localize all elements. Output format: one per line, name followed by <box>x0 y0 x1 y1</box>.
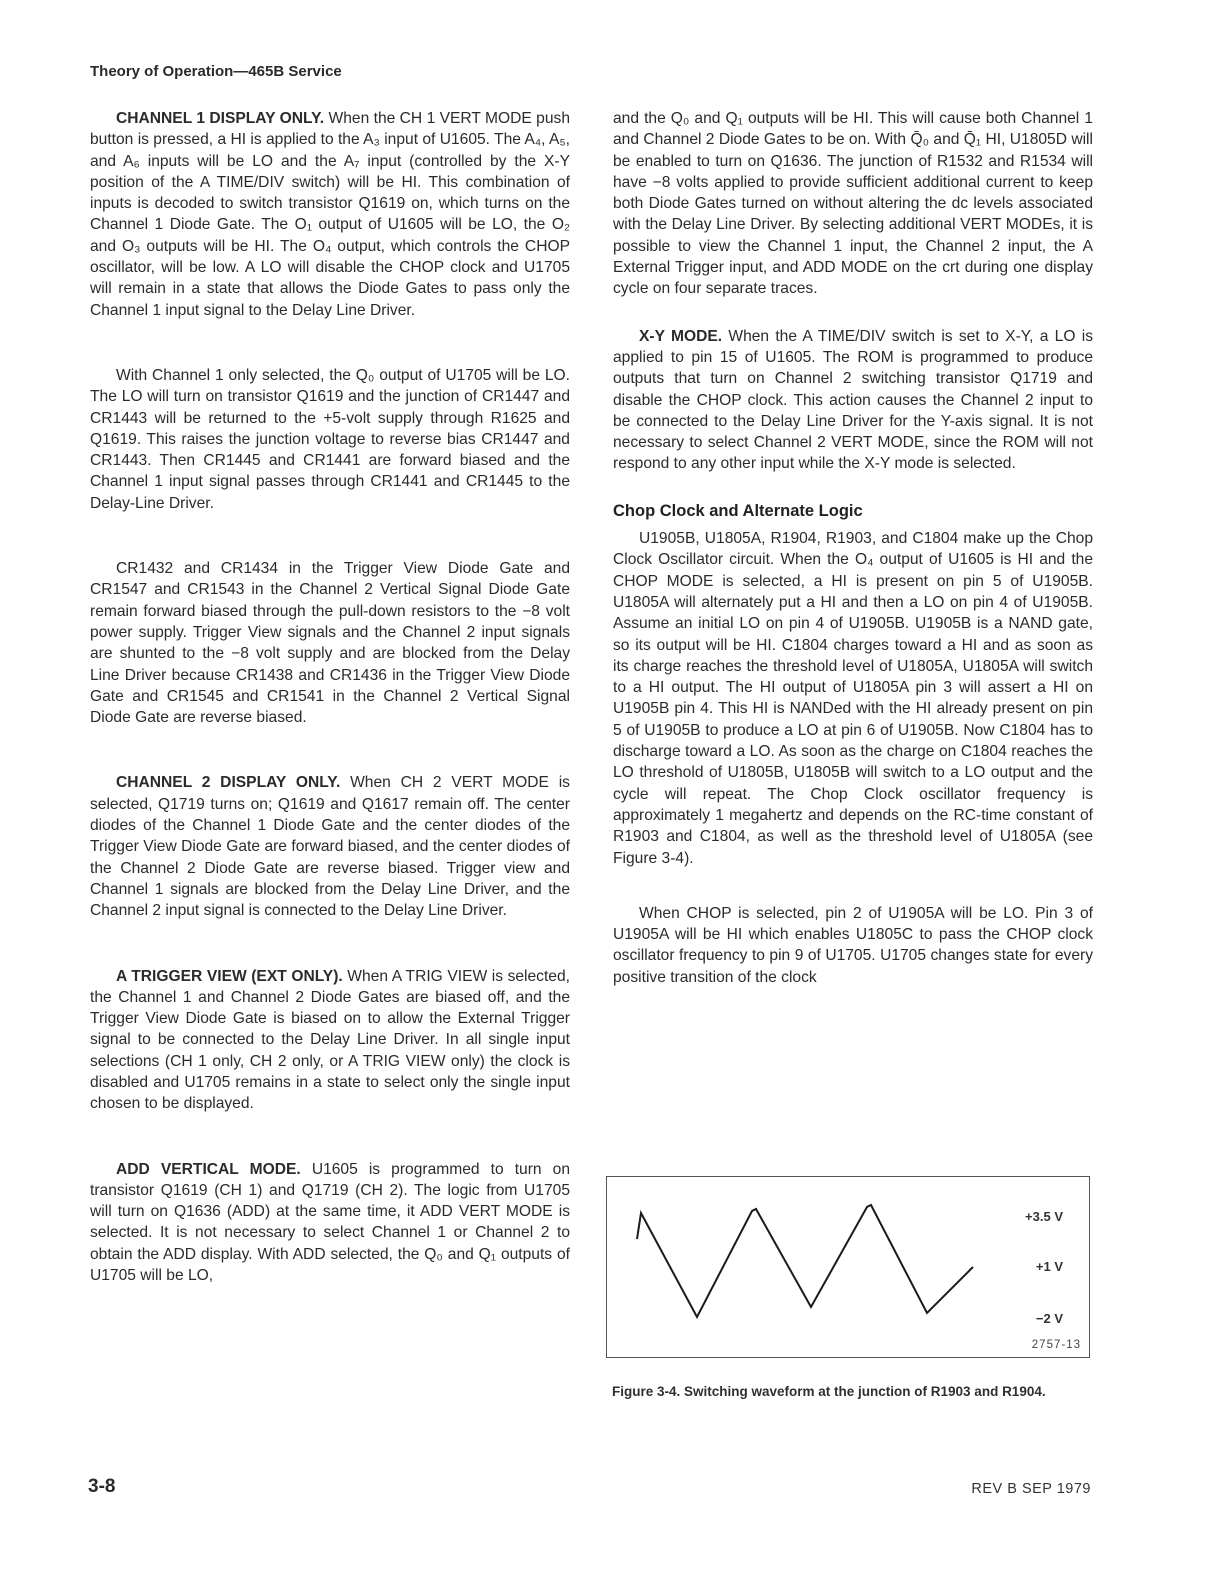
paragraph-channel-2-display <box>90 772 570 921</box>
paragraph-text: U1905B, U1805A, R1904, R1903, and C1804 make up the Chop Clock Oscillator circuit. When the O₄ output of U1605 is HI and the CHOP MODE is selected, a HI is present on pin 5 of U1905B. U1805A will alternately put a HI and then a LO on pin 4 of U1905B. Assume an initial LO on pin 4 of U1905B. U1905B is a NAND gate, so its output will be HI. C1804 charges toward a HI and as soon as its charge reaches the threshold level of U1805A, U1805A will switch to a HI output. The HI output of U1805A pin 3 will assert a HI on U1905B pin 4. This HI is NANDed with the HI already present on pin 5 of U1905B to produce a LO at pin 6 of U1905B. Now C1804 has to discharge toward a LO. As soon as the charge on C1804 reaches the LO threshold of U1805B, U1805B will switch to a LO output and the cycle will repeat. The Chop Clock oscillator frequency is approximately 1 megahertz and depends on the RC-time constant of R1903 and C1804, as well as the threshold level of U1805A (see Figure 3-4). <box>613 530 1093 867</box>
section-heading: Chop Clock and Alternate Logic <box>613 501 863 520</box>
paragraph-heading: CHANNEL 1 DISPLAY ONLY. <box>116 110 325 127</box>
waveform-trace <box>637 1205 973 1317</box>
page-number: 3-8 <box>88 1476 116 1497</box>
paragraph-text: With Channel 1 only selected, the Q₀ output of U1705 will be LO. The LO will turn on transistor Q1619 and the junction of CR1447 and CR1443 will be returned to the +5-volt supply through R1625 and Q1619. This raises the junction voltage to reverse bias CR1447 and CR1443. Then CR1445 and CR1441 are forward biased and the Channel 1 input signal passes through CR1441 and CR1445 to the Delay-Line Driver. <box>90 366 570 512</box>
paragraph-channel-1-display <box>90 108 570 321</box>
paragraph-heading: CHANNEL 2 DISPLAY ONLY. <box>116 774 341 792</box>
right-column <box>613 108 1093 1009</box>
paragraph-heading: ADD VERTICAL MODE. <box>116 1160 301 1178</box>
paragraph-add-vertical-mode <box>90 1159 570 1287</box>
paragraph-chop-clock <box>613 528 1093 869</box>
paragraph-x-y-mode <box>613 326 1093 475</box>
figure-switching-waveform <box>606 1176 1090 1358</box>
paragraph-text: U1605 is programmed to turn on transistor Q1619 (CH 1) and Q1719 (CH 2). The logic from U1705 will turn on Q1636 (ADD) at the same time, it ADD VERT MODE is selected. It is not necessary to select Channel 1 or Channel 2 to obtain the ADD display. With ADD selected, the Q₀ and Q₁ outputs of U1705 will be LO, <box>90 1160 570 1285</box>
paragraph-text: When the CH 1 VERT MODE push button is pressed, a HI is applied to the A₃ input of U1605. The A₄, A₅, and A₆ inputs will be LO and the A₇ input (controlled by the X-Y position of the A TIME/DIV switch) will be HI. This combination of inputs is decoded to switch transistor Q1619 on, which turns on the Channel 1 Diode Gate. The O₁ output of U1605 will be LO, the O₂ and O₃ outputs will be HI. The O₄ output, which controls the CHOP oscillator, will be low. A LO will disable the CHOP clock and U1705 will remain in a state that allows the Diode Gates to pass only the Channel 1 input signal to the Delay Line Driver. <box>90 110 570 319</box>
figure-caption: Figure 3-4. Switching waveform at the junction of R1903 and R1904. <box>612 1384 1046 1399</box>
paragraph-text: When CH 2 VERT MODE is selected, Q1719 turns on; Q1619 and Q1617 remain off. The center diodes of the Channel 1 Diode Gate and the center diodes of the Trigger View Diode Gate are forward biased, and the center diodes of the Channel 2 Diode Gate are reverse biased. Trigger view and Channel 1 signals are blocked from the Delay Line Driver, and the Channel 2 input signal is connected to the Delay Line Driver. <box>90 774 570 920</box>
waveform-diagram <box>607 1177 1089 1357</box>
paragraph-trigger-view-gates <box>90 558 570 728</box>
paragraph-chop-selected <box>613 903 1093 988</box>
paragraph-text: and the Q₀ and Q₁ outputs will be HI. This will cause both Channel 1 and Channel 2 Diode Gates to be on. With Q̄₀ and Q̄₁ HI, U1805D will be enabled to turn on Q1636. The junction of R1532 and R1534 will have −8 volts applied to provide sufficient additional current to keep both Diode Gates turned on without altering the dc levels associated with the Delay Line Driver. By selecting additional VERT MODEs, it is possible to view the Channel 1 input, the Channel 2 input, the A External Trigger input, and ADD MODE on the crt during one display cycle on four separate traces. <box>613 110 1093 298</box>
voltage-label-high: +3.5 V <box>1025 1209 1063 1224</box>
paragraph-text: When the A TIME/DIV switch is set to X-Y, a LO is applied to pin 15 of U1605. The ROM is programmed to produce outputs that turn on Channel 2 switching transistor Q1719 and disable the CHOP clock. This action causes the Channel 2 input to be connected to the Delay Line Driver for the Y-axis signal. It is not necessary to select Channel 2 VERT MODE, since the ROM will not respond to any other input while the X-Y mode is selected. <box>613 327 1093 473</box>
paragraph-add-continued <box>613 108 1093 300</box>
paragraph-heading: X-Y MODE. <box>639 327 723 345</box>
paragraph-channel-1-selected <box>90 365 570 514</box>
paragraph-a-trigger-view <box>90 966 570 1115</box>
paragraph-heading: A TRIGGER VIEW (EXT ONLY). <box>116 967 343 985</box>
paragraph-text: When A TRIG VIEW is selected, the Channel 1 and Channel 2 Diode Gates are biased off, and the Trigger View Diode Gate is biased on to allow the External Trigger signal to be connected to the Delay Line Driver. In all single input selections (CH 1 only, CH 2 only, or A TRIG VIEW only) the clock is disabled and U1705 remains in a state to select only the single input chosen to be displayed. <box>90 967 570 1113</box>
voltage-label-mid: +1 V <box>1035 1259 1063 1274</box>
voltage-label-low: −2 V <box>1035 1311 1063 1326</box>
paragraph-text: When CHOP is selected, pin 2 of U1905A will be LO. Pin 3 of U1905A will be HI which enables U1805C to pass the CHOP clock oscillator frequency to pin 9 of U1705. U1705 changes state for every positive transition of the clock <box>613 904 1093 986</box>
paragraph-text: CR1432 and CR1434 in the Trigger View Diode Gate and CR1547 and CR1543 in the Channel 2 Vertical Signal Diode Gate remain forward biased through the pull-down resistors to the −8 volt power supply. Trigger View signals and the Channel 2 input signals are shunted to the −8 volt supply and are blocked from the Delay Line Driver because CR1438 and CR1436 in the Trigger View Diode Gate and CR1545 and CR1541 in the Channel 2 Vertical Signal Diode Gate are reverse biased. <box>90 560 570 727</box>
revision-date: REV B SEP 1979 <box>971 1481 1091 1497</box>
left-column <box>90 108 570 1307</box>
figure-id: 2757-13 <box>1031 1339 1081 1351</box>
running-head: Theory of Operation—465B Service <box>90 63 342 80</box>
